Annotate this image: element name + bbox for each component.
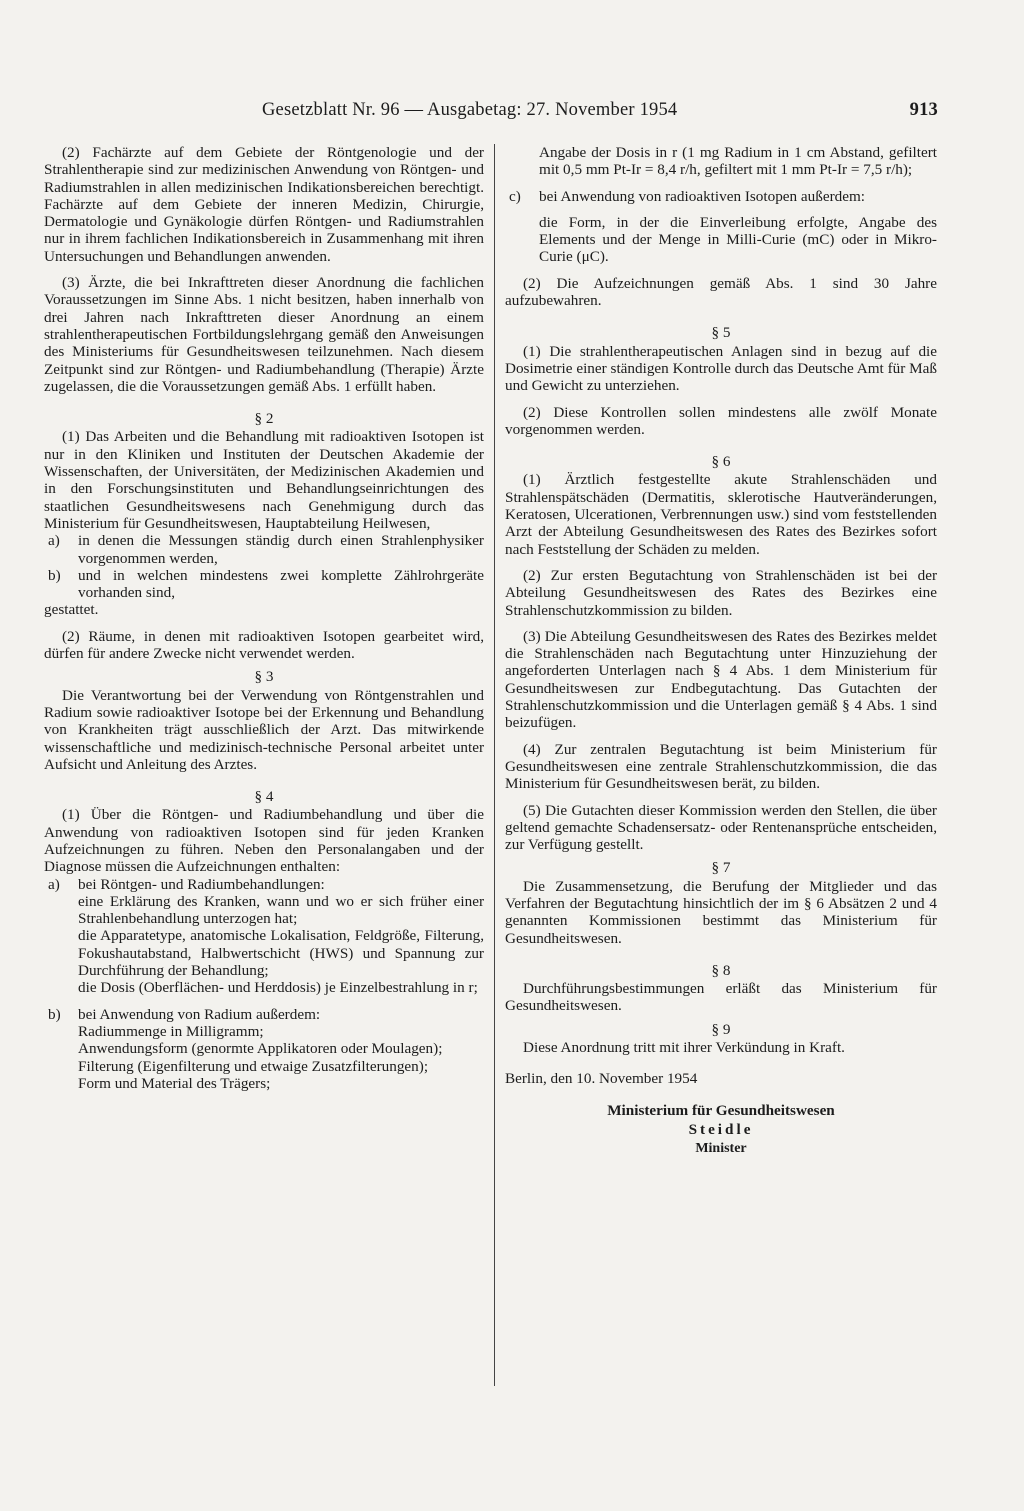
paragraph: (2) Diese Kontrollen sollen mindestens alle zwölf Monate vorgenommen werden. [505,403,937,438]
paragraph: (1) Das Arbeiten und die Behandlung mit radioaktiven Isotopen ist nur in den Kliniken und Instituten der Deutschen Akademie der Wissenschaften, der Universitäten, der Medizinischen Akademien und in den Forschungsinstituten und Behandlungseinrichtungen des staatlichen Gesundheitswesens nach Genehmigung durch das Ministerium für Gesundheitswesen, Hauptabteilung Heilwesen, [44,428,484,532]
signature-role: Minister [695,1141,747,1157]
paragraph: Durchführungsbestimmungen erläßt das Ministerium für Gesundheitswesen. [505,980,937,1015]
paragraph: (1) Über die Röntgen- und Radiumbehandlung und über die Anwendung von radioaktiven Isotopen sind für jeden Kranken Aufzeichnungen zu führen. Neben den Personalangaben und der Diagnose müssen die Aufzeichnungen enthalten: [44,806,484,876]
paragraph: (1) Die strahlentherapeutischen Anlagen sind in bezug auf die Dosimetrie einer ständigen Kontrolle durch das Deutsche Amt für Maß und Gewicht zu unterziehen. [505,342,937,395]
sub-item: Angabe der Dosis in r (1 mg Radium in 1 cm Abstand, gefiltert mit 0,5 mm Pt-Ir = 8,4 r/h, gefiltert mit 1 mm Pt-Ir = 7,5 r/h); [539,144,937,179]
list-label: c) [509,187,521,205]
list-item [44,1006,484,1023]
header-title: Gesetzblatt Nr. 96 — Ausgabetag: 27. November 1954 [262,100,678,120]
paragraph: (2) Die Aufzeichnungen gemäß Abs. 1 sind 30 Jahre aufzubewahren. [505,274,937,310]
section-heading-7: § 7 [711,859,731,877]
paragraph: (2) Räume, in denen mit radioaktiven Isotopen gearbeitet wird, dürfen für andere Zwecke nicht verwendet werden. [44,627,484,663]
paragraph: (5) Die Gutachten dieser Kommission werden den Stellen, die über geltend gemachte Schadensersatz- oder Rentenansprüche entscheiden, zur Verfügung gestellt. [505,801,937,854]
sub-item: die Apparatetype, anatomische Lokalisation, Feldgröße, Filterung, Fokushautabstand, Halbwertschicht (HWS) und Spannung zur Durchführung der Behandlung; [78,927,484,980]
paragraph: (3) Die Abteilung Gesundheitswesen des Rates des Bezirkes meldet die Strahlenschäden nach Begutachtung unter Hinzuziehung der angeforderten Unterlagen nach § 4 Abs. 1 dem Ministerium für Gesundheitswesen zur Endbegutachtung. Das Gutachten der Strahlenschutzkommission und die Unterlagen gemäß § 4 Abs. 1 sind beizufügen. [505,627,937,732]
sub-item: Radiummenge in Milligramm; [78,1022,264,1040]
list-text: und in welchen mindestens zwei komplette Zählrohrgeräte vorhanden sind, [78,566,484,602]
list-text: bei Röntgen- und Radiumbehandlungen: [78,875,325,893]
sub-item: Form und Material des Trägers; [78,1074,271,1092]
list-text: in denen die Messungen ständig durch einen Strahlenphysiker vorgenommen werden, [78,532,484,567]
column-divider [494,144,495,1386]
section-heading-2: § 2 [254,410,274,428]
list-label: a) [48,532,60,550]
signature-organization: Ministerium für Gesundheitswesen [607,1101,835,1119]
sub-item: Filterung (Eigenfilterung und etwaige Zusatzfilterungen); [78,1057,429,1075]
list-label: b) [48,566,61,584]
page-header [262,100,938,130]
sub-item: die Form, in der die Einverleibung erfolgte, Angabe des Elements und der Menge in Milli-Curie (mC) oder in Mikro-Curie (μC). [539,213,937,266]
date-line: Berlin, den 10. November 1954 [505,1070,698,1088]
paragraph: (4) Zur zentralen Begutachtung ist beim Ministerium für Gesundheitswesen eine zentrale Strahlenschutzkommission, die das Ministerium für Gesundheitswesen berät, zu bilden. [505,740,937,793]
right-column [505,144,937,1158]
list-text: bei Anwendung von Radium außerdem: [78,1005,321,1023]
paragraph: gestattet. [44,601,99,619]
list-label: b) [48,1005,61,1023]
paragraph: (1) Ärztlich festgestellte akute Strahlenschäden und Strahlenspätschäden (Dermatitis, sklerotische Hautveränderungen, Keratosen, Ulcerationen, Verbrennungen usw.) sind vom feststellenden Arzt der Abteilung Gesundheitswesen des Rates des Bezirkes sofort nach Feststellung der Schäden zu melden. [505,471,937,558]
paragraph: (2) Fachärzte auf dem Gebiete der Röntgenologie und der Strahlentherapie sind zur medizinischen Anwendung von Röntgen- und Radiumstrahlen in allen medizinischen Indikationsbereichen berechtigt. Fachärzte auf dem Gebiete der inneren Medizin, Chirurgie, Dermatologie und Gynäkologie dürfen Röntgen- und Radiumstrahlen nur in ihrem fachlichen Indikationsbereich in Zusammenhang mit ihren Untersuchungen und Behandlungen anwenden. [44,144,484,265]
section-heading-3: § 3 [254,668,274,686]
list-item [44,532,484,567]
section-heading-5: § 5 [711,324,731,342]
section-heading-8: § 8 [711,961,731,979]
list-label: a) [48,875,60,893]
list-text: bei Anwendung von radioaktiven Isotopen außerdem: [539,187,866,205]
paragraph: Die Zusammensetzung, die Berufung der Mitglieder und das Verfahren der Begutachtung hinsichtlich der im § 6 Absätzen 2 und 4 genannten Kommissionen bestimmt das Ministerium für Gesundheitswesen. [505,877,937,947]
left-column [44,144,484,1092]
section-heading-4: § 4 [254,788,274,806]
page-number: 913 [909,100,938,120]
list-item [44,876,484,893]
sub-item: eine Erklärung des Kranken, wann und wo er sich früher einer Strahlenbehandlung unterzogen hat; [78,892,484,928]
list-item [505,188,937,205]
paragraph: Die Verantwortung bei der Verwendung von Röntgenstrahlen und Radium sowie radioaktiver Isotope bei der Erkennung und Behandlung von Krankheiten trägt ausschließlich der Arzt. Das mitwirkende wissenschaftliche und medizinisch-technische Personal arbeitet unter Aufsicht und Anleitung des Arztes. [44,686,484,773]
section-heading-9: § 9 [711,1020,731,1038]
paragraph: (2) Zur ersten Begutachtung von Strahlenschäden ist bei der Abteilung Gesundheitswesen des Rates des Bezirkes eine Strahlenschutzkommission zu bilden. [505,566,937,619]
sub-item: die Dosis (Oberflächen- und Herddosis) je Einzelbestrahlung in r; [78,979,478,997]
list-item [44,567,484,602]
signature-name: Steidle [688,1120,754,1138]
paragraph: (3) Ärzte, die bei Inkrafttreten dieser Anordnung die fachlichen Voraussetzungen im Sinne Abs. 1 nicht besitzen, haben innerhalb von drei Jahren nach Inkrafttreten dieser Anordnung an einem strahlentherapeutischen Fortbildungslehrgang gemäß den Anweisungen des Ministeriums für Gesundheitswesen teilzunehmen. Nach diesem Zeitpunkt sind zur Röntgen- und Radiumbehandlung (Therapie) Ärzte zugelassen, die die Voraussetzungen gemäß Abs. 1 erfüllt haben. [44,274,484,395]
sub-item: Anwendungsform (genormte Applikatoren oder Moulagen); [78,1040,443,1058]
paragraph: Diese Anordnung tritt mit ihrer Verkündung in Kraft. [523,1039,845,1057]
section-heading-6: § 6 [711,453,731,471]
